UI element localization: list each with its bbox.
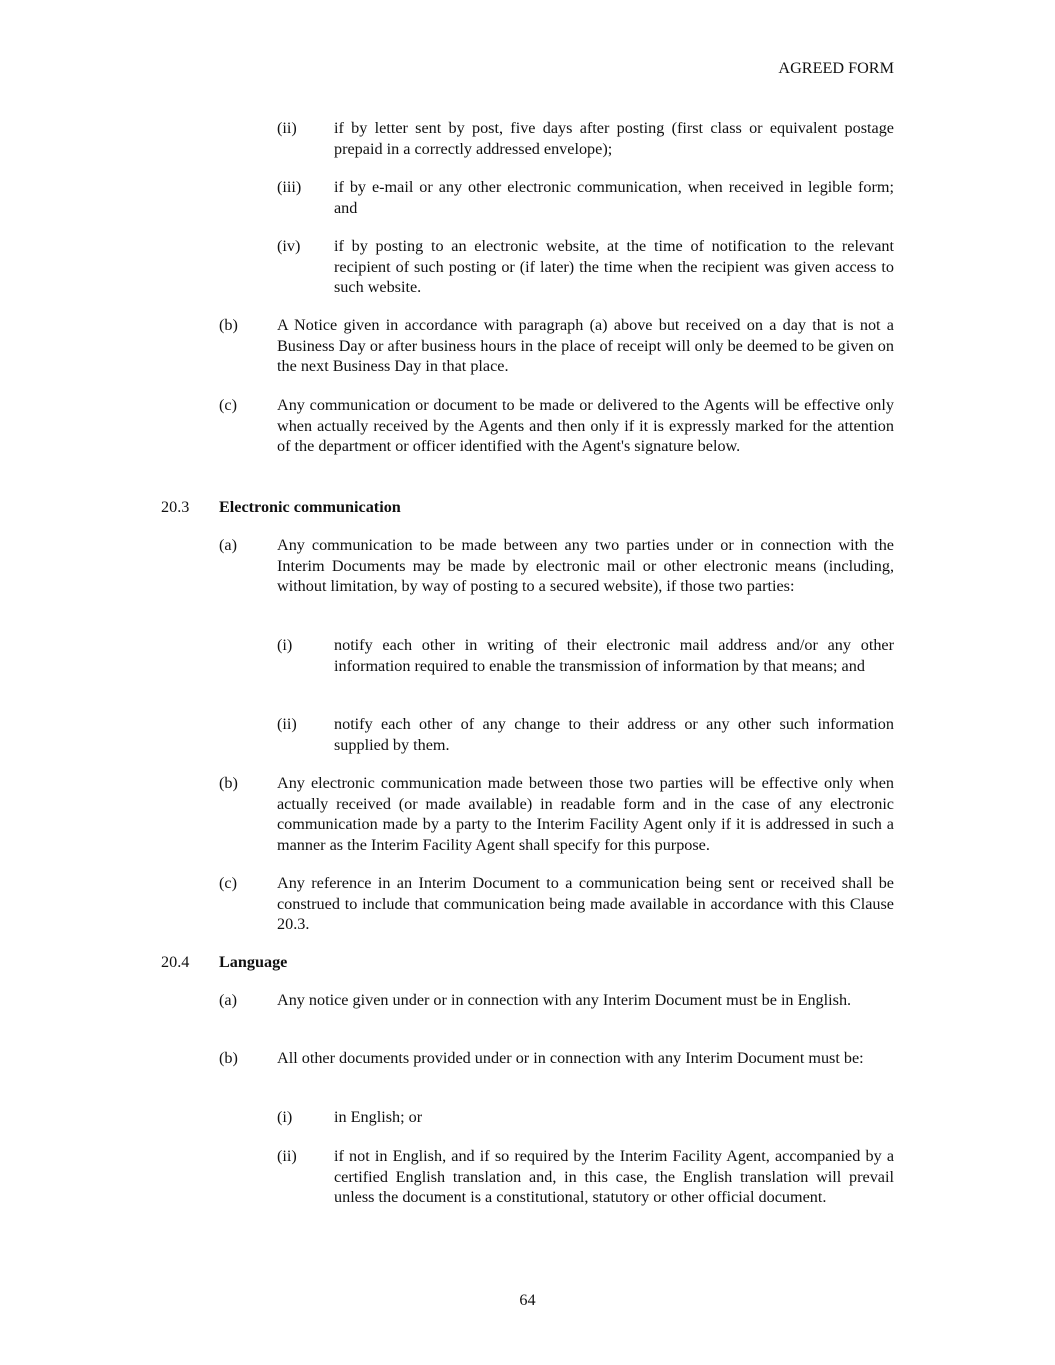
item-text: Any electronic communication made between those two parties will be effective only when actually received (or made available) in readable form and in the case of any electronic communication made by a party to the Interim Facility Agent only if it is addressed in such a manner as the Interim Facility Agent shall specify for this purpose. — [277, 774, 894, 854]
item-text: if by posting to an electronic website, at the time of notification to the relevant recipient of such posting or (if later) the time when the recipient was given access to such website. — [334, 237, 894, 297]
section-title: Electronic communication — [219, 498, 401, 516]
page-number: 64 — [519, 1291, 536, 1309]
item-label: (a) — [219, 991, 237, 1009]
item-text: notify each other of any change to their address or any other such information supplied by them. — [334, 715, 894, 754]
item-label: (b) — [219, 316, 238, 334]
item-label: (b) — [219, 774, 238, 792]
section-title: Language — [219, 953, 288, 971]
item-text: Any communication to be made between any two parties under or in connection with the Interim Documents may be made by electronic mail or other electronic means (including, without limitation, by way of posting to a secured website), if those two parties: — [277, 536, 894, 596]
item-text: Any notice given under or in connection with any Interim Document must be in English. — [277, 991, 852, 1009]
item-label: (i) — [277, 1108, 293, 1126]
item-text: if not in English, and if so required by the Interim Facility Agent, accompanied by a certified English translation and, in this case, the English translation will prevail unless the document is a constitutional, statutory or other official document. — [334, 1147, 894, 1207]
item-text: if by e-mail or any other electronic communication, when received in legible form; and — [334, 178, 894, 217]
item-text: A Notice given in accordance with paragraph (a) above but received on a day that is not a Business Day or after business hours in the place of receipt will only be deemed to be given on the next Business Day in that place. — [277, 316, 894, 376]
item-text: All other documents provided under or in connection with any Interim Document must be: — [277, 1049, 864, 1067]
item-label: (ii) — [277, 119, 297, 137]
page-header-agreed-form: AGREED FORM — [778, 59, 894, 77]
item-label: (b) — [219, 1049, 238, 1067]
item-text: in English; or — [334, 1108, 423, 1126]
item-text: Any communication or document to be made or delivered to the Agents will be effective only when actually received by the Agents and then only if it is expressly marked for the attention of the department or officer identified with the Agent's signature below. — [277, 396, 894, 456]
section-number: 20.4 — [161, 953, 190, 971]
item-label: (i) — [277, 636, 293, 654]
section-number: 20.3 — [161, 498, 190, 516]
item-label: (iii) — [277, 178, 302, 196]
item-label: (a) — [219, 536, 237, 554]
item-label: (ii) — [277, 1147, 297, 1165]
item-text: notify each other in writing of their electronic mail address and/or any other information required to enable the transmission of information by that means; and — [334, 636, 894, 675]
item-label: (ii) — [277, 715, 297, 733]
item-text: if by letter sent by post, five days after posting (first class or equivalent postage prepaid in a correctly addressed envelope); — [334, 119, 894, 158]
item-label: (c) — [219, 396, 237, 414]
item-text: Any reference in an Interim Document to a communication being sent or received shall be construed to include that communication being made available in accordance with this Clause 20.3. — [277, 874, 894, 934]
item-label: (iv) — [277, 237, 301, 255]
item-label: (c) — [219, 874, 237, 892]
